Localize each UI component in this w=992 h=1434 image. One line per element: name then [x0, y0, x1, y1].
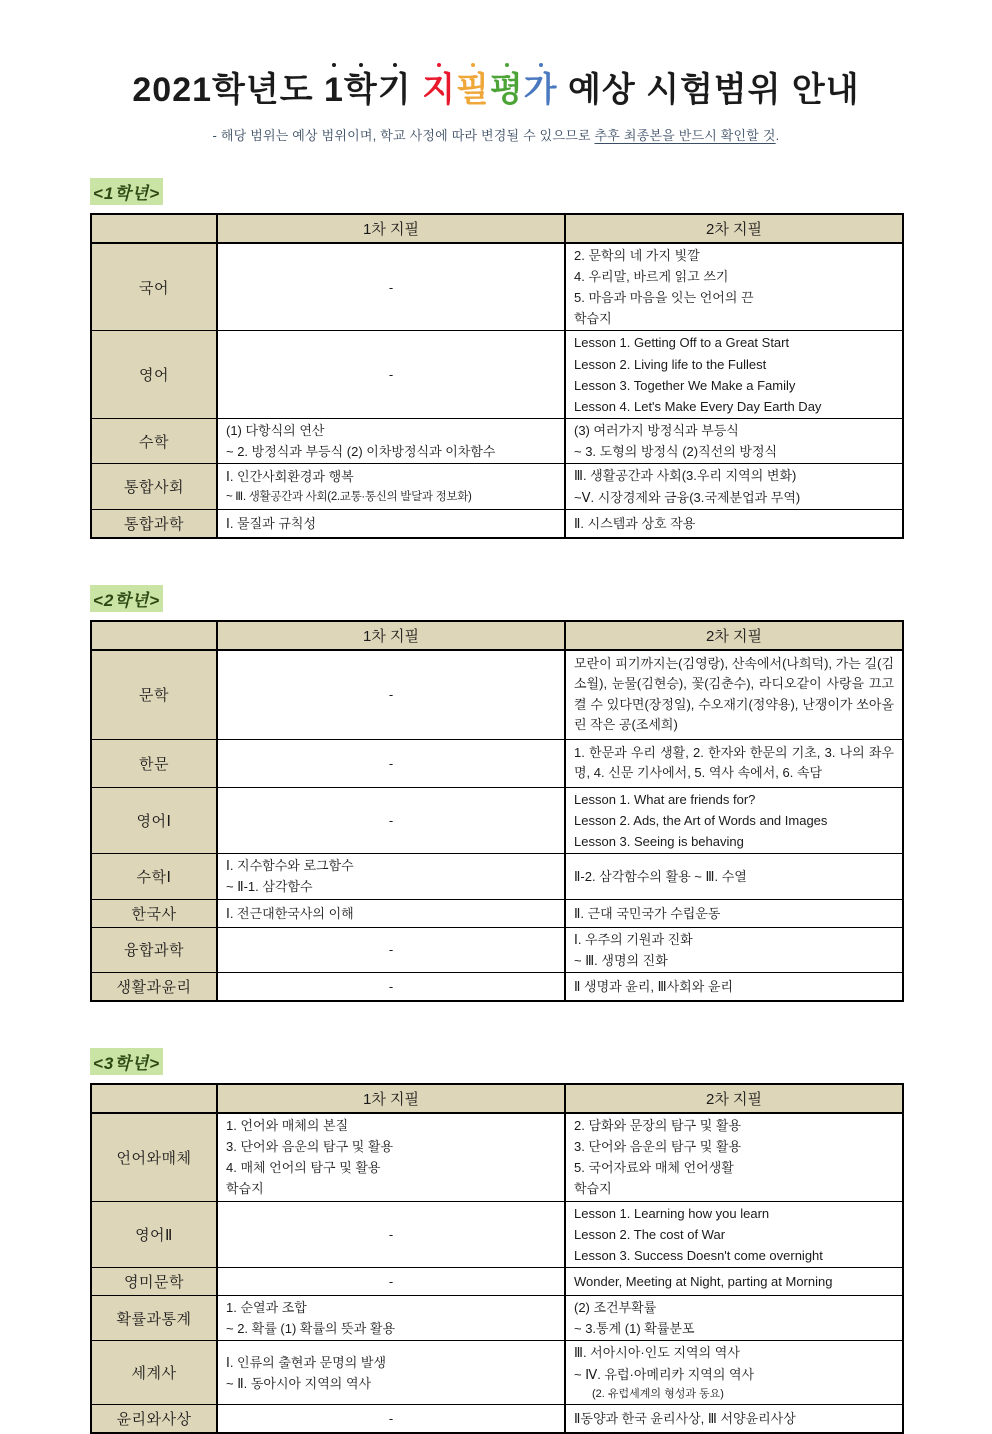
subject-cell: 문학	[91, 650, 217, 740]
sections-container	[0, 178, 992, 1434]
second-exam-cell	[565, 1405, 903, 1434]
grade-section-grade-1	[90, 178, 902, 539]
cell-line: Wonder, Meeting at Night, parting at Morning	[574, 1273, 833, 1289]
subtitle	[0, 125, 992, 144]
exam-scope-table	[90, 213, 904, 539]
subject-cell: 한문	[91, 739, 217, 787]
section-heading: <3학년>	[90, 1048, 163, 1075]
cell-line: ~ 3.통계 (1) 확률분포	[574, 1321, 695, 1337]
cell-line: 학습지	[574, 311, 612, 327]
cell-line: ~ 3. 도형의 방정식 (2)직선의 방정식	[574, 444, 778, 460]
subject-cell: 확률과통계	[91, 1296, 217, 1341]
second-exam-cell	[565, 739, 903, 787]
cell-line: 1. 한문과 우리 생활, 2. 한자와 한문의 기초, 3. 나의 좌우명, 4. 신문 기사에서, 5. 역사 속에서, 6. 속담	[574, 744, 894, 781]
exam-scope-table	[90, 620, 904, 1002]
table-row	[91, 1296, 903, 1341]
cell-line: 5. 국어자료와 매체 언어생활	[574, 1160, 734, 1176]
cell-line: Ⅰ. 전근대한국사의 이해	[226, 905, 354, 921]
cell-line: Ⅱ-2. 삼각함수의 활용 ~ Ⅲ. 수열	[574, 868, 747, 884]
section-heading: <1학년>	[90, 178, 163, 205]
table-header-row	[91, 621, 903, 650]
cell-line: -	[388, 279, 394, 295]
cell-line: 5. 마음과 마음을 잇는 언어의 끈	[574, 290, 754, 306]
table-row	[91, 739, 903, 787]
cell-line: Ⅰ. 인류의 출현과 문명의 발생	[226, 1354, 387, 1370]
subtitle-underlined-text: 추후 최종본을 반드시 확인할 것	[594, 127, 776, 143]
subject-column-header	[91, 214, 217, 243]
exam-scope-table	[90, 1083, 904, 1434]
cell-line: -	[388, 1411, 394, 1427]
cell-line: Lesson 4. Let's Make Every Day Earth Day	[574, 398, 822, 414]
subject-column-header	[91, 1084, 217, 1113]
first-exam-column-header: 1차 지필	[217, 214, 565, 243]
cell-line: 2. 문학의 네 가지 빛깔	[574, 247, 700, 263]
table-row	[91, 331, 903, 419]
cell-line: Ⅰ. 물질과 규칙성	[226, 515, 317, 531]
page-title	[0, 70, 992, 111]
second-exam-cell	[565, 464, 903, 509]
first-exam-cell	[217, 1268, 565, 1296]
second-exam-cell	[565, 650, 903, 740]
cell-line: -	[388, 942, 394, 958]
cell-line: ~ Ⅱ-1. 삼각함수	[226, 879, 313, 895]
first-exam-cell	[217, 854, 565, 899]
table-row	[91, 927, 903, 972]
table-header-row	[91, 214, 903, 243]
cell-line: 4. 우리말, 바르게 읽고 쓰기	[574, 268, 729, 284]
first-exam-cell	[217, 972, 565, 1001]
second-exam-cell	[565, 927, 903, 972]
second-exam-cell	[565, 972, 903, 1001]
first-exam-cell	[217, 1341, 565, 1405]
second-exam-cell	[565, 1296, 903, 1341]
section-heading: <2학년>	[90, 585, 163, 612]
first-exam-cell	[217, 419, 565, 464]
cell-line: Lesson 1. Getting Off to a Great Start	[574, 335, 790, 351]
cell-line: (2) 조건부확률	[574, 1300, 657, 1316]
table-row	[91, 1113, 903, 1201]
first-exam-cell	[217, 739, 565, 787]
subject-cell: 국어	[91, 243, 217, 331]
cell-line: Ⅱ동양과 한국 윤리사상, Ⅲ 서양윤리사상	[574, 1411, 796, 1427]
cell-line: ~ Ⅲ. 생명의 진화	[574, 952, 668, 968]
table-row	[91, 650, 903, 740]
first-exam-column-header: 1차 지필	[217, 621, 565, 650]
cell-line: Lesson 1. Learning how you learn	[574, 1205, 770, 1221]
cell-line: -	[388, 978, 394, 994]
subtitle-period: .	[775, 127, 780, 143]
first-exam-column-header: 1차 지필	[217, 1084, 565, 1113]
cell-line: Ⅱ. 시스템과 상호 작용	[574, 515, 696, 531]
cell-line: Ⅲ. 생활공간과 사회(3.우리 지역의 변화)	[574, 468, 797, 484]
cell-line: 모란이 피기까지는(김영랑), 산속에서(나희덕), 가는 길(김소월), 눈물(김현승), 꽃(김춘수), 라디오같이 사랑을 끄고 켤 수 있다면(장정일), 수오재기(정약용), 난쟁이가 쏘아올린 작은 공(조세희)	[574, 655, 894, 733]
subject-cell: 통합과학	[91, 509, 217, 538]
second-exam-cell	[565, 1201, 903, 1267]
table-row	[91, 464, 903, 509]
cell-line: 1. 순열과 조합	[226, 1300, 307, 1316]
cell-line: Lesson 1. What are friends for?	[574, 791, 756, 807]
cell-line: -	[388, 1273, 394, 1289]
subject-cell: 언어와매체	[91, 1113, 217, 1201]
first-exam-cell	[217, 464, 565, 509]
cell-line: Lesson 3. Together We Make a Family	[574, 377, 796, 393]
table-header-row	[91, 1084, 903, 1113]
title-segment	[412, 71, 422, 109]
title-segment: 2021학년도	[132, 71, 324, 109]
cell-line: (1) 다항식의 연산	[226, 423, 325, 439]
table-row	[91, 1341, 903, 1405]
table-row	[91, 1405, 903, 1434]
cell-line: 학습지	[574, 1181, 612, 1197]
cell-line: Ⅲ. 서아시아·인도 지역의 역사	[574, 1345, 740, 1361]
title-dotted-char: 지	[422, 71, 456, 109]
second-exam-cell	[565, 509, 903, 538]
cell-line: Lesson 3. Seeing is behaving	[574, 834, 744, 850]
subject-cell: 윤리와사상	[91, 1405, 217, 1434]
cell-line: ~ 2. 확률 (1) 확률의 뜻과 활용	[226, 1321, 396, 1337]
first-exam-cell	[217, 243, 565, 331]
second-exam-cell	[565, 1268, 903, 1296]
title-dotted-char: 필	[455, 71, 490, 109]
cell-line: -	[388, 1226, 394, 1242]
table-row	[91, 787, 903, 853]
cell-line: ~ 2. 방정식과 부등식 (2) 이차방정식과 이차함수	[226, 444, 496, 460]
subject-column-header	[91, 621, 217, 650]
first-exam-cell	[217, 331, 565, 419]
second-exam-column-header: 2차 지필	[565, 621, 903, 650]
cell-line: (3) 여러가지 방정식과 부등식	[574, 423, 739, 439]
second-exam-cell	[565, 1113, 903, 1201]
table-row	[91, 972, 903, 1001]
first-exam-cell	[217, 1405, 565, 1434]
cell-line: -	[388, 687, 394, 703]
cell-line: -	[388, 755, 394, 771]
second-exam-cell	[565, 854, 903, 899]
title-dotted-char: 학	[343, 71, 378, 109]
subject-cell: 생활과윤리	[91, 972, 217, 1001]
subject-cell: 영어Ⅱ	[91, 1201, 217, 1267]
second-exam-cell	[565, 243, 903, 331]
table-row	[91, 1201, 903, 1267]
table-row	[91, 509, 903, 538]
cell-line: Ⅰ. 우주의 기원과 진화	[574, 931, 693, 947]
first-exam-cell	[217, 899, 565, 927]
cell-line: 3. 단어와 음운의 탐구 및 활용	[574, 1139, 742, 1155]
cell-line: Ⅱ. 근대 국민국가 수립운동	[574, 905, 721, 921]
title-dotted-char: 기	[377, 71, 412, 109]
cell-line: Lesson 2. Ads, the Art of Words and Images	[574, 813, 828, 829]
second-exam-cell	[565, 899, 903, 927]
first-exam-cell	[217, 1296, 565, 1341]
title-segment: 예상 시험범위 안내	[557, 71, 860, 109]
title-dotted-char: 평	[489, 71, 524, 109]
subject-cell: 영어Ⅰ	[91, 787, 217, 853]
table-row	[91, 854, 903, 899]
table-row	[91, 243, 903, 331]
subject-cell: 세계사	[91, 1341, 217, 1405]
table-row	[91, 899, 903, 927]
cell-line: (2. 유럽세계의 형성과 동요)	[592, 1387, 724, 1400]
first-exam-cell	[217, 1201, 565, 1267]
second-exam-column-header: 2차 지필	[565, 214, 903, 243]
cell-line: Lesson 2. The cost of War	[574, 1226, 726, 1242]
subject-cell: 영미문학	[91, 1268, 217, 1296]
cell-line: ~Ⅴ. 시장경제와 금융(3.국제분업과 무역)	[574, 489, 801, 505]
second-exam-cell	[565, 787, 903, 853]
cell-line: ~ Ⅳ. 유럽·아메리카 지역의 역사	[574, 1366, 755, 1382]
subject-cell: 수학Ⅰ	[91, 854, 217, 899]
cell-line: Lesson 2. Living life to the Fullest	[574, 356, 767, 372]
cell-line: -	[388, 367, 394, 383]
cell-line: ~ Ⅱ. 동아시아 지역의 역사	[226, 1375, 372, 1391]
cell-line: 3. 단어와 음운의 탐구 및 활용	[226, 1139, 394, 1155]
second-exam-cell	[565, 419, 903, 464]
title-dotted-char: 가	[523, 71, 558, 109]
subject-cell: 융합과학	[91, 927, 217, 972]
first-exam-cell	[217, 650, 565, 740]
second-exam-column-header: 2차 지필	[565, 1084, 903, 1113]
second-exam-cell	[565, 1341, 903, 1405]
cell-line: ~ Ⅲ. 생활공간과 사회(2.교통·통신의 발달과 정보화)	[226, 490, 472, 503]
cell-line: 1. 언어와 매체의 본질	[226, 1117, 349, 1133]
subject-cell: 한국사	[91, 899, 217, 927]
cell-line: Ⅰ. 지수함수와 로그함수	[226, 858, 354, 874]
subject-cell: 수학	[91, 419, 217, 464]
cell-line: Ⅰ. 인간사회환경과 행복	[226, 469, 354, 485]
subject-cell: 통합사회	[91, 464, 217, 509]
first-exam-cell	[217, 509, 565, 538]
title-dotted-char: 1	[324, 71, 344, 109]
cell-line: 4. 매체 언어의 탐구 및 활용	[226, 1160, 381, 1176]
cell-line: 학습지	[226, 1181, 264, 1197]
cell-line: Lesson 3. Success Doesn't come overnight	[574, 1247, 823, 1263]
grade-section-grade-2	[90, 585, 902, 1002]
first-exam-cell	[217, 1113, 565, 1201]
subtitle-text: - 해당 범위는 예상 범위이며, 학교 사정에 따라 변경될 수 있으므로	[212, 127, 595, 143]
subject-cell: 영어	[91, 331, 217, 419]
table-row	[91, 419, 903, 464]
first-exam-cell	[217, 927, 565, 972]
grade-section-grade-3	[90, 1048, 902, 1434]
first-exam-cell	[217, 787, 565, 853]
cell-line: -	[388, 813, 394, 829]
cell-line: Ⅱ 생명과 윤리, Ⅲ사회와 윤리	[574, 978, 734, 994]
second-exam-cell	[565, 331, 903, 419]
table-row	[91, 1268, 903, 1296]
cell-line: 2. 담화와 문장의 탐구 및 활용	[574, 1117, 742, 1133]
